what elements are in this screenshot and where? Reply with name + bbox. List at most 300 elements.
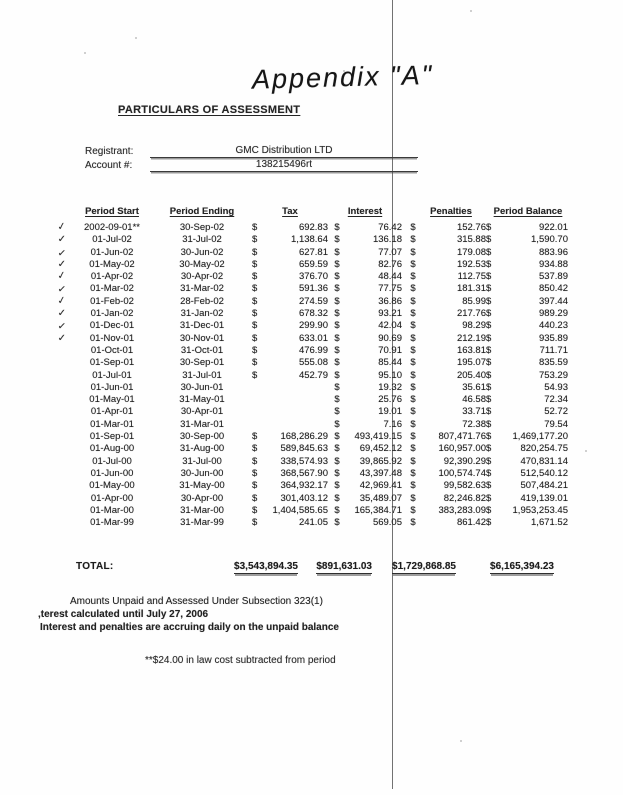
table-row xyxy=(46,443,570,455)
penalties-cell: 192.53 xyxy=(456,258,486,270)
penalties-dollar-sign: $ xyxy=(410,381,416,393)
period-start-cell: 01-Jul-01 xyxy=(92,369,132,381)
penalties-cell: 861.42 xyxy=(456,517,486,529)
penalties-dollar-sign: $ xyxy=(410,344,416,356)
interest-dollar-sign: $ xyxy=(334,295,340,307)
penalties-dollar-sign: $ xyxy=(410,246,416,258)
penalties-cell: 112.75 xyxy=(457,271,486,283)
balance-dollar-sign: $ xyxy=(486,332,492,344)
registrant-label: Registrant: xyxy=(85,146,134,157)
penalties-cell: 82,246.82 xyxy=(443,492,486,504)
interest-dollar-sign: $ xyxy=(334,344,340,356)
period-start-cell: 01-Mar-00 xyxy=(90,504,134,516)
balance-cell: 835.59 xyxy=(538,357,568,369)
balance-cell: 440.23 xyxy=(538,320,568,332)
period-ending-cell: 31-Mar-01 xyxy=(180,418,224,430)
penalties-cell: 807,471.76 xyxy=(438,431,486,443)
tax-dollar-sign: $ xyxy=(252,492,258,504)
scan-speck xyxy=(135,37,137,39)
tax-dollar-sign: $ xyxy=(252,431,258,443)
account-number-value: 138215496rt xyxy=(150,159,418,172)
tax-dollar-sign xyxy=(252,394,266,406)
tax-dollar-sign: $ xyxy=(252,369,258,381)
period-ending-cell: 31-Jul-00 xyxy=(182,455,222,467)
table-row xyxy=(46,493,570,505)
table-row xyxy=(46,308,570,320)
handwritten-checkmark: ✓ xyxy=(56,270,67,283)
period-start-cell: 01-Nov-01 xyxy=(89,332,135,344)
interest-cell: 19.32 xyxy=(378,381,402,393)
balance-dollar-sign: $ xyxy=(486,308,492,320)
balance-dollar-sign: $ xyxy=(486,480,492,492)
interest-dollar-sign: $ xyxy=(334,357,340,369)
period-start-cell: 01-Dec-01 xyxy=(89,320,135,332)
scan-speck xyxy=(470,10,472,12)
interest-cell: 82.76 xyxy=(378,258,402,270)
penalties-header: Penalties xyxy=(430,206,472,217)
table-row xyxy=(46,517,570,529)
interest-cell: 165,384.71 xyxy=(354,504,402,516)
handwritten-checkmark xyxy=(46,456,72,468)
tax-cell: 678.32 xyxy=(298,308,328,320)
penalties-dollar-sign: $ xyxy=(410,394,416,406)
table-row xyxy=(46,419,570,431)
interest-cell: 77.07 xyxy=(378,246,402,258)
interest-dollar-sign: $ xyxy=(334,431,340,443)
total-penalties: $1,729,868.85 xyxy=(392,561,456,572)
tax-cell: 627.81 xyxy=(298,246,328,258)
balance-cell: 537.89 xyxy=(538,271,568,283)
total-balance: $6,165,394.23 xyxy=(490,561,554,572)
period-ending-cell: 30-Apr-00 xyxy=(180,492,224,504)
interest-dollar-sign: $ xyxy=(334,222,340,233)
balance-dollar-sign: $ xyxy=(486,381,492,393)
period-start-cell: 01-Jan-02 xyxy=(90,308,134,320)
tax-dollar-sign xyxy=(252,419,266,431)
period-ending-cell: 30-Jun-00 xyxy=(180,467,224,479)
interest-dollar-sign: $ xyxy=(334,332,340,344)
penalties-dollar-sign: $ xyxy=(410,308,416,320)
interest-cell: 39,865.92 xyxy=(359,455,402,467)
tax-cell: 168,286.29 xyxy=(280,431,328,443)
table-row xyxy=(46,271,570,283)
period-balance-header: Period Balance xyxy=(493,206,563,217)
balance-dollar-sign: $ xyxy=(486,320,492,332)
tax-cell xyxy=(266,394,328,406)
interest-dollar-sign: $ xyxy=(334,381,340,393)
interest-cell: 69,452.12 xyxy=(359,443,402,455)
balance-cell: 54.93 xyxy=(544,381,568,393)
tax-dollar-sign: $ xyxy=(252,234,258,246)
penalties-dollar-sign: $ xyxy=(410,222,416,233)
tax-dollar-sign: $ xyxy=(252,258,258,270)
balance-dollar-sign: $ xyxy=(486,246,492,258)
period-ending-cell: 30-Jun-02 xyxy=(180,246,224,258)
interest-dollar-sign: $ xyxy=(334,443,340,455)
interest-dollar-sign: $ xyxy=(334,406,340,418)
interest-dollar-sign: $ xyxy=(334,308,340,320)
footnote-accruing-daily: Interest and penalties are accruing daily on the unpaid balance xyxy=(40,622,339,633)
table-row xyxy=(46,406,570,418)
table-row xyxy=(46,222,570,234)
balance-dollar-sign: $ xyxy=(486,418,492,430)
table-row xyxy=(46,382,570,394)
tax-cell: 1,404,585.65 xyxy=(272,504,328,516)
tax-dollar-sign: $ xyxy=(252,332,258,344)
interest-dollar-sign: $ xyxy=(334,320,340,332)
interest-cell: 48.44 xyxy=(378,271,402,283)
penalties-dollar-sign: $ xyxy=(410,517,416,529)
period-ending-cell: 30-Nov-01 xyxy=(179,332,225,344)
handwritten-checkmark xyxy=(45,468,72,483)
table-row xyxy=(46,234,570,246)
penalties-cell: 217.76 xyxy=(456,308,486,320)
total-label: TOTAL: xyxy=(76,561,114,572)
balance-dollar-sign: $ xyxy=(486,258,492,270)
tax-dollar-sign: $ xyxy=(252,455,258,467)
table-row xyxy=(46,394,570,406)
penalties-cell: 85.99 xyxy=(462,295,486,307)
interest-dollar-sign: $ xyxy=(334,258,340,270)
penalties-dollar-sign: $ xyxy=(410,271,416,283)
penalties-dollar-sign: $ xyxy=(410,431,416,443)
tax-cell: 591.36 xyxy=(298,283,328,295)
period-ending-cell: 31-Jan-02 xyxy=(180,308,224,320)
balance-cell: 52.72 xyxy=(544,406,568,418)
balance-dollar-sign: $ xyxy=(486,271,492,283)
balance-dollar-sign: $ xyxy=(486,283,492,295)
tax-cell: 633.01 xyxy=(298,332,328,344)
penalties-cell: 33.71 xyxy=(462,406,486,418)
period-ending-cell: 31-Mar-02 xyxy=(180,283,224,295)
tax-cell: 376.70 xyxy=(298,271,328,283)
table-row xyxy=(46,296,570,308)
handwritten-checkmark: ✓ xyxy=(57,234,66,246)
penalties-cell: 181.31 xyxy=(456,283,486,295)
period-ending-header: Period Ending xyxy=(169,206,235,217)
interest-dollar-sign: $ xyxy=(334,369,340,381)
balance-cell: 935.89 xyxy=(538,332,568,344)
period-start-cell: 01-Sep-01 xyxy=(89,357,135,369)
penalties-cell: 163.81 xyxy=(456,344,486,356)
handwritten-checkmark: ✓ xyxy=(57,284,67,297)
balance-dollar-sign: $ xyxy=(486,492,492,504)
interest-cell: 42,969.41 xyxy=(359,480,402,492)
balance-cell: 1,469,177.20 xyxy=(512,431,568,443)
balance-dollar-sign: $ xyxy=(486,455,492,467)
tax-cell xyxy=(266,419,328,431)
penalties-cell: 98.29 xyxy=(462,320,486,332)
table-row xyxy=(46,320,570,332)
interest-dollar-sign: $ xyxy=(334,234,340,246)
table-row xyxy=(46,357,570,369)
balance-cell: 753.29 xyxy=(538,369,568,381)
handwritten-checkmark: ✓ xyxy=(57,247,67,260)
tax-dollar-sign: $ xyxy=(252,480,258,492)
penalties-dollar-sign: $ xyxy=(410,369,416,381)
handwritten-checkmark: ✓ xyxy=(57,308,66,320)
period-ending-cell: 30-Sep-02 xyxy=(179,222,225,233)
balance-cell: 934.88 xyxy=(538,258,568,270)
tax-dollar-sign: $ xyxy=(252,357,258,369)
interest-cell: 25.76 xyxy=(378,394,402,406)
account-number-label: Account #: xyxy=(85,160,133,171)
period-start-cell: 01-Sep-01 xyxy=(89,431,135,443)
table-row xyxy=(46,345,570,357)
period-start-cell: 01-Mar-02 xyxy=(90,283,134,295)
period-start-cell: 01-May-02 xyxy=(89,258,135,270)
balance-cell: 470,831.14 xyxy=(520,455,568,467)
period-start-cell: 01-Apr-00 xyxy=(90,492,134,504)
penalties-cell: 195.07 xyxy=(456,357,486,369)
tax-dollar-sign: $ xyxy=(252,308,258,320)
penalties-dollar-sign: $ xyxy=(410,234,416,246)
period-start-cell: 01-Oct-01 xyxy=(90,344,134,356)
period-ending-cell: 30-Sep-00 xyxy=(179,431,225,443)
penalties-cell: 35.61 xyxy=(462,381,486,393)
penalties-dollar-sign: $ xyxy=(410,283,416,295)
balance-dollar-sign: $ xyxy=(486,406,492,418)
tax-cell: 368,567.90 xyxy=(280,467,328,479)
table-row xyxy=(46,456,570,468)
penalties-dollar-sign: $ xyxy=(410,258,416,270)
tax-cell: 692.83 xyxy=(298,222,328,233)
interest-dollar-sign: $ xyxy=(334,283,340,295)
balance-dollar-sign: $ xyxy=(486,357,492,369)
balance-cell: 1,953,253.45 xyxy=(512,504,568,516)
penalties-dollar-sign: $ xyxy=(410,332,416,344)
interest-cell: 77.75 xyxy=(378,283,402,295)
penalties-cell: 46.58 xyxy=(462,394,486,406)
tax-dollar-sign: $ xyxy=(252,467,258,479)
handwritten-checkmark: ✓ xyxy=(57,332,66,344)
tax-dollar-sign: $ xyxy=(252,517,258,529)
penalties-cell: 383,283.09 xyxy=(438,504,486,516)
interest-dollar-sign: $ xyxy=(334,467,340,479)
tax-cell: 299.90 xyxy=(298,320,328,332)
scan-speck xyxy=(460,740,462,742)
balance-cell: 397.44 xyxy=(538,295,568,307)
period-start-cell: 01-Jun-01 xyxy=(90,381,134,393)
period-start-cell: 01-May-00 xyxy=(89,480,135,492)
interest-cell: 95.10 xyxy=(378,369,402,381)
penalties-dollar-sign: $ xyxy=(410,418,416,430)
balance-cell: 883.96 xyxy=(538,246,568,258)
balance-cell: 72.34 xyxy=(544,394,568,406)
tax-dollar-sign: $ xyxy=(252,443,258,455)
tax-dollar-sign: $ xyxy=(252,246,258,258)
interest-cell: 90.69 xyxy=(378,332,402,344)
table-row xyxy=(46,283,570,295)
period-start-cell: 01-Aug-00 xyxy=(89,443,135,455)
period-start-cell: 2002-09-01** xyxy=(84,222,140,233)
interest-dollar-sign: $ xyxy=(334,455,340,467)
tax-cell: 274.59 xyxy=(298,295,328,307)
handwritten-appendix-title: Appendix "A" xyxy=(251,59,434,95)
total-interest: $891,631.03 xyxy=(316,561,372,572)
interest-cell: 19.01 xyxy=(378,406,402,418)
tax-dollar-sign: $ xyxy=(252,344,258,356)
table-body xyxy=(46,222,570,529)
penalties-dollar-sign: $ xyxy=(410,295,416,307)
penalties-cell: 99,582.63 xyxy=(443,480,486,492)
period-start-cell: 01-Feb-02 xyxy=(90,295,134,307)
scan-speck xyxy=(84,52,86,54)
penalties-cell: 152.76 xyxy=(456,222,486,233)
period-ending-cell: 30-Jun-01 xyxy=(180,381,224,393)
balance-cell: 922.01 xyxy=(538,222,568,233)
period-start-cell: 01-Apr-01 xyxy=(90,406,134,418)
tax-cell: 659.59 xyxy=(298,258,328,270)
penalties-cell: 205.40 xyxy=(456,369,486,381)
interest-cell: 493,419.15 xyxy=(354,431,402,443)
period-ending-cell: 31-Mar-99 xyxy=(180,517,224,529)
interest-cell: 85.44 xyxy=(378,357,402,369)
penalties-cell: 315.88 xyxy=(456,234,486,246)
period-ending-cell: 31-May-00 xyxy=(179,480,225,492)
interest-cell: 43,397.48 xyxy=(359,467,402,479)
table-row xyxy=(46,431,570,443)
balance-dollar-sign: $ xyxy=(486,344,492,356)
tax-cell xyxy=(266,406,328,418)
period-start-cell: 01-Jun-02 xyxy=(90,246,134,258)
tax-cell: 555.08 xyxy=(298,357,328,369)
period-start-cell: 01-Mar-01 xyxy=(90,418,134,430)
table-row xyxy=(46,259,570,271)
balance-cell: 1,590.70 xyxy=(531,234,568,246)
penalties-dollar-sign: $ xyxy=(410,357,416,369)
scan-speck xyxy=(585,450,587,452)
period-start-cell: 01-Apr-02 xyxy=(90,271,134,283)
tax-dollar-sign: $ xyxy=(252,222,258,233)
interest-cell: 42.04 xyxy=(378,320,402,332)
period-ending-cell: 31-Oct-01 xyxy=(180,344,224,356)
tax-dollar-sign: $ xyxy=(252,271,258,283)
table-header-row xyxy=(46,206,570,222)
balance-cell: 507,484.21 xyxy=(520,480,568,492)
penalties-dollar-sign: $ xyxy=(410,455,416,467)
tax-cell: 476.99 xyxy=(298,344,328,356)
period-start-cell: 01-Jul-02 xyxy=(92,234,132,246)
balance-cell: 1,671.52 xyxy=(531,517,568,529)
tax-header: Tax xyxy=(282,206,298,217)
interest-cell: 70.91 xyxy=(378,344,402,356)
period-start-cell: 01-Mar-99 xyxy=(90,517,134,529)
document-title: PARTICULARS OF ASSESSMENT xyxy=(118,104,301,116)
period-ending-cell: 28-Feb-02 xyxy=(180,295,224,307)
interest-cell: 93.21 xyxy=(378,308,402,320)
period-ending-cell: 31-Dec-01 xyxy=(179,320,225,332)
table-row xyxy=(46,505,570,517)
penalties-dollar-sign: $ xyxy=(410,320,416,332)
table-row xyxy=(46,370,570,382)
balance-dollar-sign: $ xyxy=(486,517,492,529)
period-ending-cell: 31-Aug-00 xyxy=(179,443,225,455)
balance-dollar-sign: $ xyxy=(486,234,492,246)
period-start-header: Period Start xyxy=(85,206,139,217)
interest-cell: 136.18 xyxy=(372,234,402,246)
balance-cell: 820,254.75 xyxy=(520,443,568,455)
balance-cell: 419,139.01 xyxy=(520,492,568,504)
handwritten-checkmark xyxy=(45,515,73,532)
interest-dollar-sign: $ xyxy=(334,271,340,283)
interest-dollar-sign: $ xyxy=(334,480,340,492)
penalties-cell: 160,957.00 xyxy=(438,443,486,455)
balance-dollar-sign: $ xyxy=(486,504,492,516)
interest-dollar-sign: $ xyxy=(334,418,340,430)
tax-cell xyxy=(266,382,328,394)
balance-dollar-sign: $ xyxy=(486,394,492,406)
tax-cell: 338,574.93 xyxy=(280,455,328,467)
period-ending-cell: 30-May-02 xyxy=(179,258,225,270)
interest-dollar-sign: $ xyxy=(334,246,340,258)
balance-dollar-sign: $ xyxy=(486,467,492,479)
penalties-cell: 92,390.29 xyxy=(443,455,486,467)
interest-cell: 7.16 xyxy=(383,418,402,430)
tax-cell: 452.79 xyxy=(298,369,328,381)
balance-dollar-sign: $ xyxy=(486,295,492,307)
interest-header: Interest xyxy=(347,206,383,217)
tax-dollar-sign xyxy=(252,382,266,394)
penalties-cell: 100,574.74 xyxy=(438,467,486,479)
tax-dollar-sign: $ xyxy=(252,283,258,295)
balance-cell: 79.54 xyxy=(544,418,568,430)
total-tax: $3,543,894.35 xyxy=(234,561,298,572)
tax-dollar-sign xyxy=(252,406,266,418)
tax-dollar-sign: $ xyxy=(252,504,258,516)
handwritten-checkmark: ✓ xyxy=(56,294,67,307)
period-ending-cell: 30-Apr-02 xyxy=(180,271,224,283)
balance-dollar-sign: $ xyxy=(486,431,492,443)
penalties-dollar-sign: $ xyxy=(410,467,416,479)
total-row xyxy=(46,561,570,572)
balance-cell: 989.29 xyxy=(538,308,568,320)
period-ending-cell: 31-Jul-02 xyxy=(182,234,222,246)
tax-cell: 589,845.63 xyxy=(280,443,328,455)
balance-dollar-sign: $ xyxy=(486,222,492,233)
interest-cell: 569.05 xyxy=(372,517,402,529)
period-ending-cell: 30-Apr-01 xyxy=(180,406,224,418)
period-ending-cell: 31-Jul-01 xyxy=(182,369,222,381)
tax-cell: 241.05 xyxy=(298,517,328,529)
tax-dollar-sign: $ xyxy=(252,320,258,332)
period-start-cell: 01-Jun-00 xyxy=(90,467,134,479)
balance-dollar-sign: $ xyxy=(486,369,492,381)
penalties-cell: 179.08 xyxy=(456,246,486,258)
balance-cell: 711.71 xyxy=(539,344,568,356)
penalties-dollar-sign: $ xyxy=(410,504,416,516)
law-cost-footnote: **$24.00 in law cost subtracted from period xyxy=(145,655,336,666)
period-ending-cell: 31-Mar-00 xyxy=(180,504,224,516)
assessment-table xyxy=(46,206,570,529)
tax-cell: 1,138.64 xyxy=(291,234,328,246)
tax-cell: 364,932.17 xyxy=(280,480,328,492)
handwritten-checkmark: ✓ xyxy=(57,321,67,334)
penalties-cell: 72.38 xyxy=(462,418,486,430)
handwritten-checkmark: ✓ xyxy=(56,220,67,234)
footnote-subsection: Amounts Unpaid and Assessed Under Subsection 323(1) xyxy=(70,596,323,607)
handwritten-checkmark: ✓ xyxy=(57,258,66,270)
penalties-dollar-sign: $ xyxy=(410,480,416,492)
table-row xyxy=(46,333,570,345)
table-row xyxy=(46,247,570,259)
table-row xyxy=(46,468,570,480)
period-ending-cell: 31-May-01 xyxy=(179,394,225,406)
period-ending-cell: 30-Sep-01 xyxy=(179,357,225,369)
penalties-dollar-sign: $ xyxy=(410,406,416,418)
interest-cell: 76.42 xyxy=(378,222,402,233)
registrant-value: GMC Distribution LTD xyxy=(150,145,418,158)
